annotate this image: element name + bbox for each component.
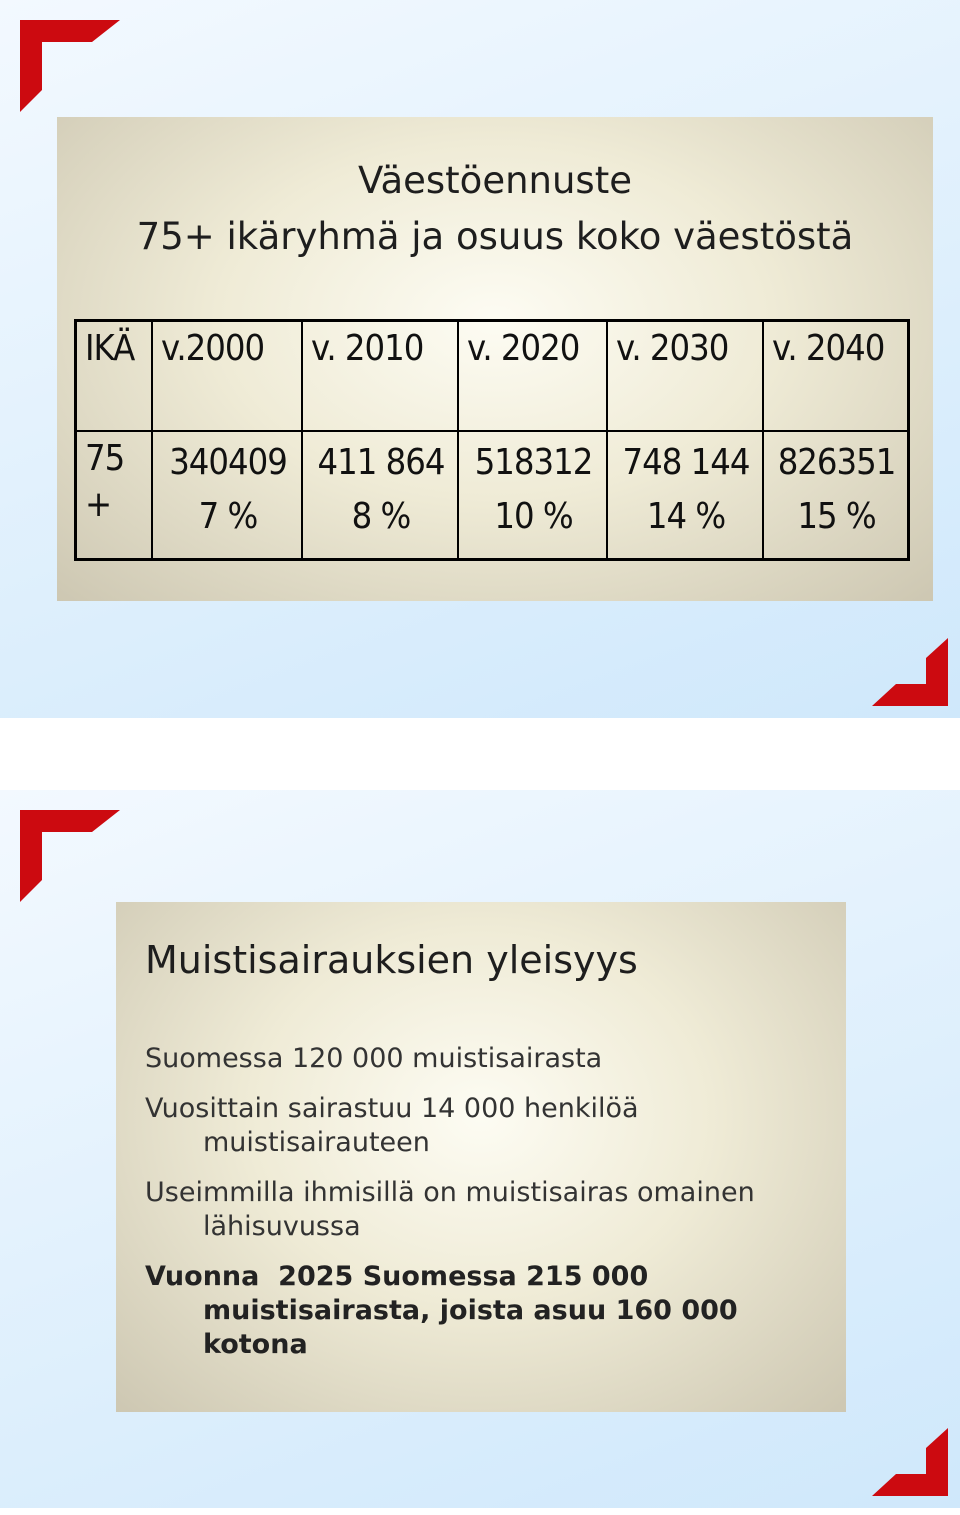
count-value: 748 144 bbox=[622, 442, 750, 483]
bullet-line-continued: muistisairasta, joista asuu 160 000 bbox=[203, 1295, 738, 1326]
age-value: 75 bbox=[85, 438, 125, 479]
count-value: 518312 bbox=[474, 442, 593, 483]
share-value: 14 % bbox=[646, 496, 726, 537]
cell-2020 bbox=[458, 431, 607, 560]
count-value: 826351 bbox=[777, 442, 896, 483]
bullet-list bbox=[145, 1042, 835, 1378]
header-cell-age: IKÄ bbox=[76, 321, 153, 432]
bullet-line-continued: muistisairauteen bbox=[203, 1127, 430, 1158]
header-cell-2040: v. 2040 bbox=[763, 321, 909, 432]
header-cell-2010: v. 2010 bbox=[302, 321, 458, 432]
bullet-line: Vuonna 2025 Suomessa 215 000 bbox=[145, 1261, 649, 1292]
share-value: 7 % bbox=[198, 496, 258, 537]
cell-2010 bbox=[302, 431, 458, 560]
count-value: 340409 bbox=[169, 442, 287, 483]
bullet-line: Useimmilla ihmisillä on muistisairas omainen bbox=[145, 1177, 755, 1208]
corner-bracket-icon bbox=[872, 1428, 948, 1496]
slide-title: Muistisairauksien yleisyys bbox=[145, 938, 638, 982]
bullet-line: Vuosittain sairastuu 14 000 henkilöä bbox=[145, 1093, 639, 1124]
header-cell-2020: v. 2020 bbox=[458, 321, 607, 432]
age-plus: + bbox=[85, 484, 112, 525]
table-header-row bbox=[76, 321, 909, 432]
slide-frame-1 bbox=[0, 0, 960, 718]
header-cell-2030: v. 2030 bbox=[607, 321, 763, 432]
forecast-table bbox=[74, 319, 910, 561]
list-item bbox=[145, 1176, 835, 1244]
list-item bbox=[145, 1092, 835, 1160]
slide-title bbox=[57, 153, 933, 265]
list-item bbox=[145, 1042, 835, 1076]
bullet-line: Suomessa 120 000 muistisairasta bbox=[145, 1043, 603, 1074]
cell-2000 bbox=[152, 431, 302, 560]
share-value: 15 % bbox=[797, 496, 876, 537]
count-value: 411 864 bbox=[317, 442, 445, 483]
bullet-line-continued: kotona bbox=[203, 1329, 308, 1360]
population-forecast-slide bbox=[57, 117, 933, 601]
share-value: 10 % bbox=[494, 496, 573, 537]
table-row bbox=[76, 431, 909, 560]
bullet-line-continued: lähisuvussa bbox=[203, 1211, 361, 1242]
list-item bbox=[145, 1260, 835, 1362]
title-line-1: Väestöennuste bbox=[358, 159, 632, 202]
age-cell bbox=[76, 431, 153, 560]
dementia-prevalence-slide bbox=[116, 902, 846, 1412]
share-value: 8 % bbox=[351, 496, 411, 537]
cell-2030 bbox=[607, 431, 763, 560]
corner-bracket-icon bbox=[872, 638, 948, 706]
slide-frame-2 bbox=[0, 790, 960, 1508]
cell-2040 bbox=[763, 431, 909, 560]
header-cell-2000: v.2000 bbox=[152, 321, 302, 432]
corner-bracket-icon bbox=[20, 20, 120, 112]
title-line-2: 75+ ikäryhmä ja osuus koko väestöstä bbox=[136, 215, 854, 258]
corner-bracket-icon bbox=[20, 810, 120, 902]
